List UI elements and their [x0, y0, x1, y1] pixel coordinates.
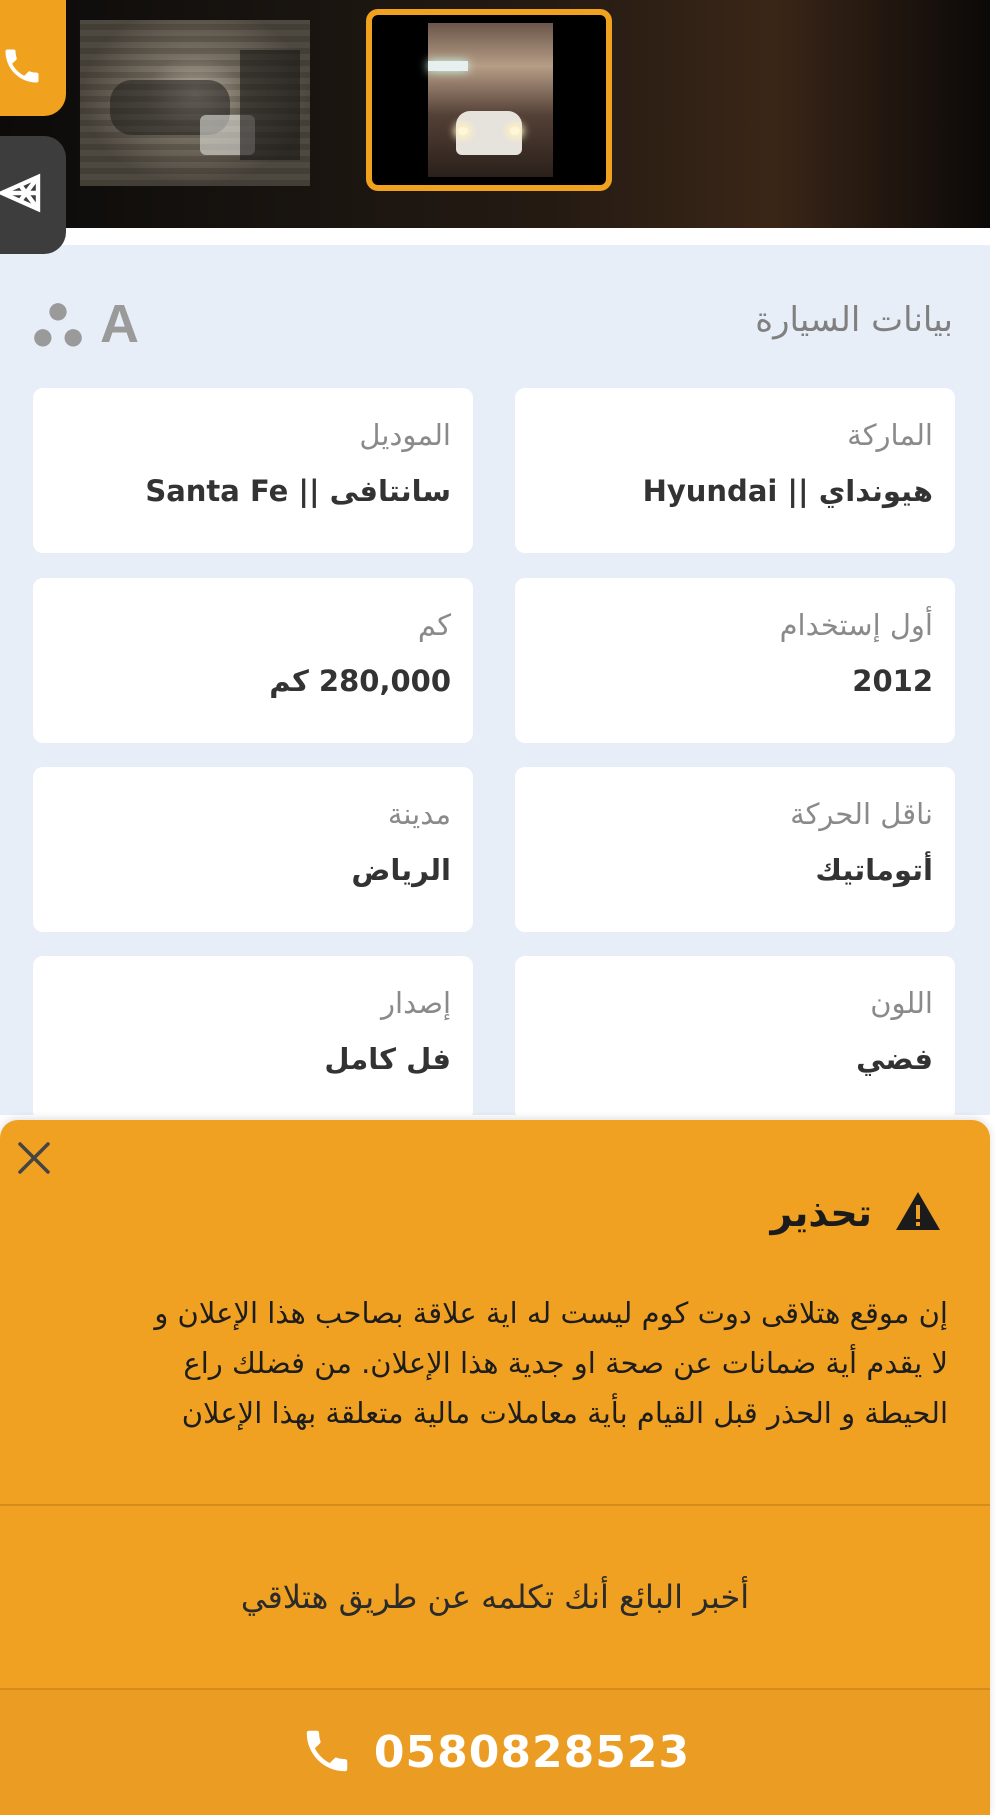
detail-value: 280,000 كم [269, 664, 451, 698]
call-floating-button[interactable] [0, 0, 66, 116]
warning-icon [894, 1190, 942, 1236]
detail-label: اللون [870, 986, 933, 1020]
detail-value: هيونداي || Hyundai [642, 474, 933, 508]
detail-value: فل كامل [324, 1042, 451, 1076]
detail-card-city [33, 767, 473, 932]
detail-value: الرياض [351, 853, 451, 887]
detail-card-transmission [515, 767, 955, 932]
gallery-thumbnail-engine[interactable] [80, 20, 310, 186]
detail-label: مدينة [387, 797, 451, 831]
detail-card-mileage [33, 578, 473, 743]
image-gallery [0, 0, 990, 228]
warning-header [770, 1190, 942, 1236]
call-seller-button[interactable] [0, 1690, 990, 1815]
detail-card-trim [33, 956, 473, 1121]
car-details-panel [0, 245, 990, 1115]
detail-card-first-use [515, 578, 955, 743]
detail-label: أول إستخدام [779, 608, 933, 642]
warning-sheet [0, 1120, 990, 1815]
phone-icon [300, 1724, 354, 1782]
tell-seller-note: أخبر البائع أنك تكلمه عن طريق هتلاقي [240, 1578, 750, 1616]
detail-value: أتوماتيك [815, 853, 933, 887]
detail-label: الماركة [847, 418, 933, 452]
phone-icon [0, 44, 44, 92]
detail-card-brand [515, 388, 955, 553]
font-size-icon[interactable]: A [100, 294, 139, 354]
share-icon [0, 169, 44, 221]
detail-value: سانتافى || Santa Fe [145, 474, 451, 508]
section-title: بيانات السيارة [755, 300, 953, 340]
detail-label: كم [417, 608, 451, 642]
gallery-thumbnail-video-selected[interactable] [366, 9, 612, 191]
phone-number: 0580828523 [373, 1727, 691, 1778]
warning-title: تحذير [770, 1191, 872, 1235]
detail-card-model [33, 388, 473, 553]
detail-label: الموديل [359, 418, 451, 452]
warning-line: الحيطة و الحذر قبل القيام بأية معاملات مالية متعلقة بهذا الإعلان [181, 1396, 948, 1430]
warning-line: لا يقدم أية ضمانات عن صحة او جدية هذا الإعلان. من فضلك راع [183, 1346, 948, 1380]
warning-line: إن موقع هتلاقى دوت كوم ليست له اية علاقة بصاحب هذا الإعلان و [154, 1296, 948, 1330]
warning-message [60, 1288, 948, 1438]
detail-value: فضي [856, 1042, 933, 1076]
share-floating-button[interactable] [0, 136, 66, 254]
detail-label: إصدار [381, 986, 451, 1020]
share-network-icon[interactable] [32, 301, 84, 357]
close-icon[interactable] [14, 1138, 54, 1178]
detail-card-color [515, 956, 955, 1121]
detail-label: ناقل الحركة [790, 797, 933, 831]
detail-value: 2012 [852, 664, 933, 698]
